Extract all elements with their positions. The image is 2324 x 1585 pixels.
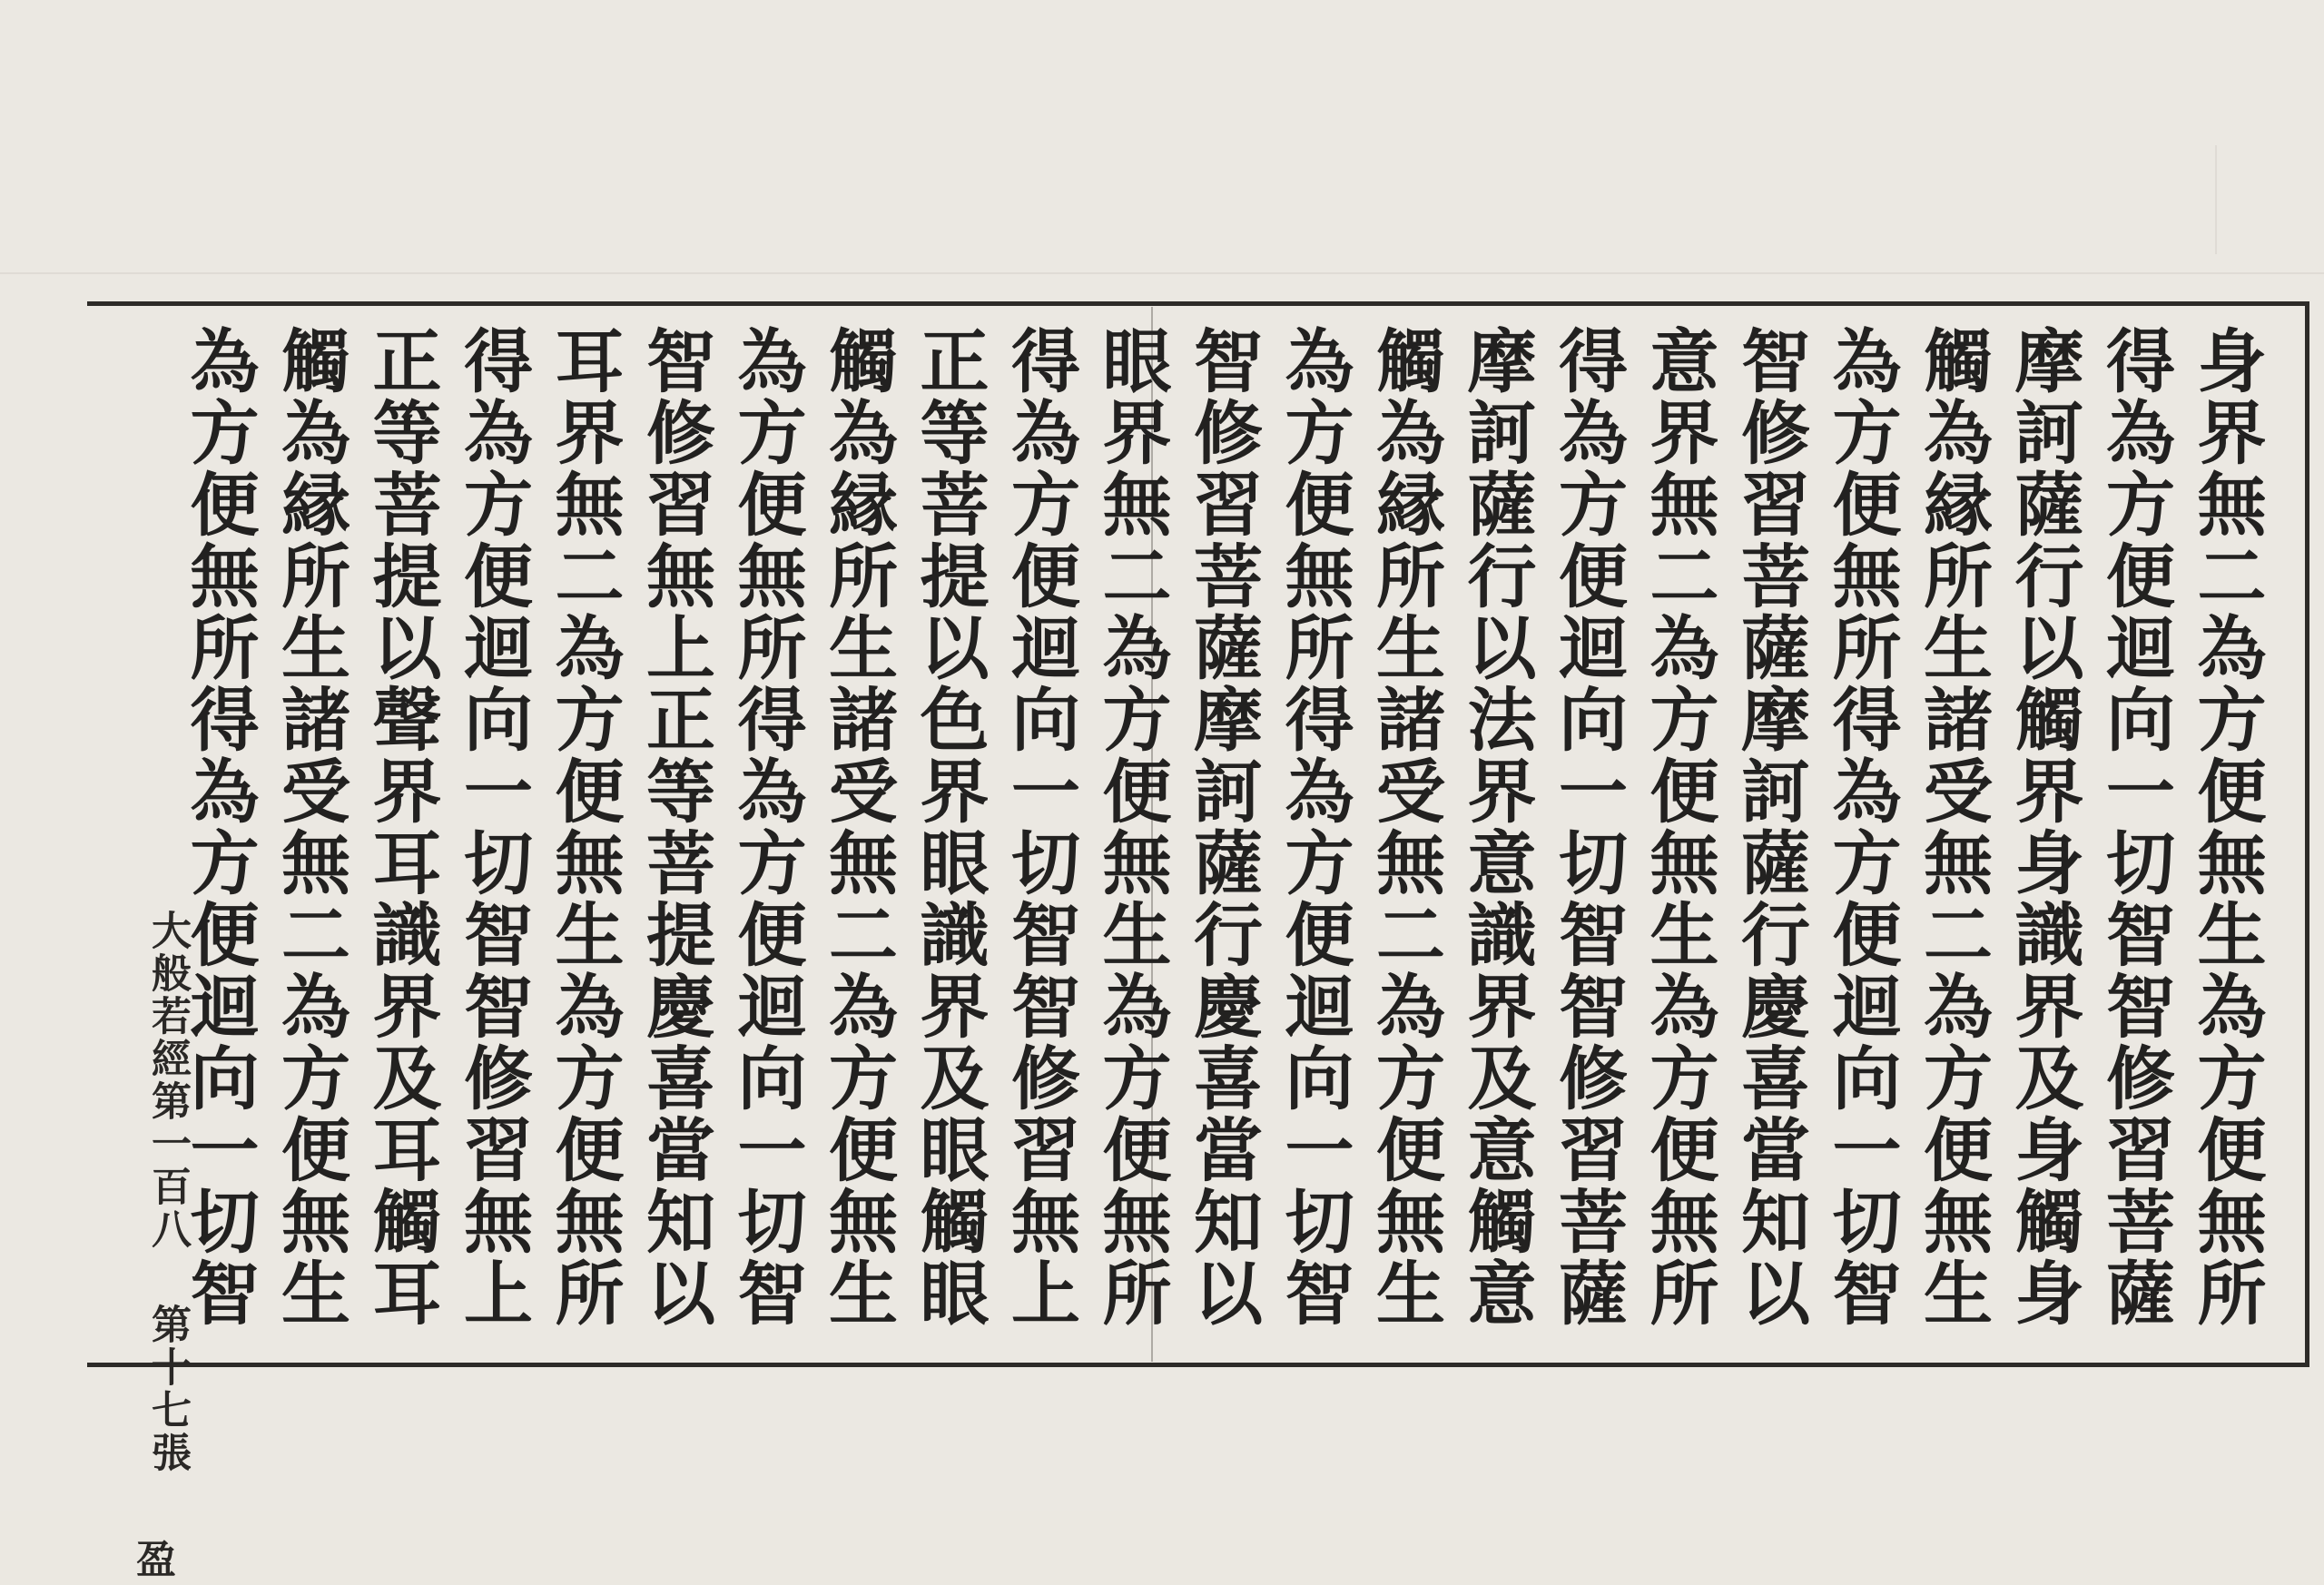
text-column: 得為方便迴向一切智智修習無上 — [1000, 325, 1081, 1329]
margin-title: 大般若經第一百八 — [144, 910, 191, 1251]
printed-text-block — [87, 301, 2309, 1583]
paper-crease — [0, 272, 2324, 274]
text-column: 意界無二為方便無生為方便無所 — [1639, 325, 1719, 1329]
text-column: 正等菩提以聲界耳識界及耳觸耳 — [361, 325, 442, 1329]
text-column: 得為方便迴向一切智智修習菩薩 — [1547, 325, 1629, 1329]
text-column: 為方便無所得為方便迴向一切智 — [726, 325, 807, 1329]
text-column: 智修習菩薩摩訶薩行慶喜當知以 — [1729, 325, 1811, 1329]
text-column: 觸為縁所生諸受無二為方便無生 — [270, 325, 351, 1329]
text-column: 觸為縁所生諸受無二為方便無生 — [817, 325, 899, 1329]
text-column: 正等菩提以色界眼識界及眼觸眼 — [909, 325, 990, 1329]
text-column: 摩訶薩行以觸界身識界及身觸身 — [2004, 325, 2084, 1329]
text-column: 為方便無所得為方便迴向一切智 — [1821, 325, 1902, 1329]
text-column: 為方便無所得為方便迴向一切智 — [1274, 325, 1354, 1329]
text-column: 為方便無所得為方便迴向一切智 — [179, 325, 260, 1329]
text-column: 觸為縁所生諸受無二為方便無生 — [1912, 325, 1994, 1329]
text-columns — [87, 301, 2309, 1367]
text-column: 智修習無上正等菩提慶喜當知以 — [635, 325, 716, 1329]
text-column: 觸為縁所生諸受無二為方便無生 — [1364, 325, 1446, 1329]
text-column: 得為方便迴向一切智智修習菩薩 — [2094, 325, 2176, 1329]
text-column: 智修習菩薩摩訶薩行慶喜當知以 — [1182, 325, 1264, 1329]
text-column: 身界無二為方便無生為方便無所 — [2186, 325, 2267, 1329]
text-column: 耳界無二為方便無生為方便無所 — [544, 325, 625, 1329]
paper-crease — [2215, 145, 2217, 254]
margin-mark: 盈 — [136, 1537, 176, 1583]
margin-folio: 第十七張 — [144, 1304, 191, 1474]
text-column: 眼界無二為方便無生為方便無所 — [1091, 325, 1172, 1329]
text-column: 得為方便迴向一切智智修習無上 — [452, 325, 534, 1329]
text-column: 摩訶薩行以法界意識界及意觸意 — [1456, 325, 1537, 1329]
